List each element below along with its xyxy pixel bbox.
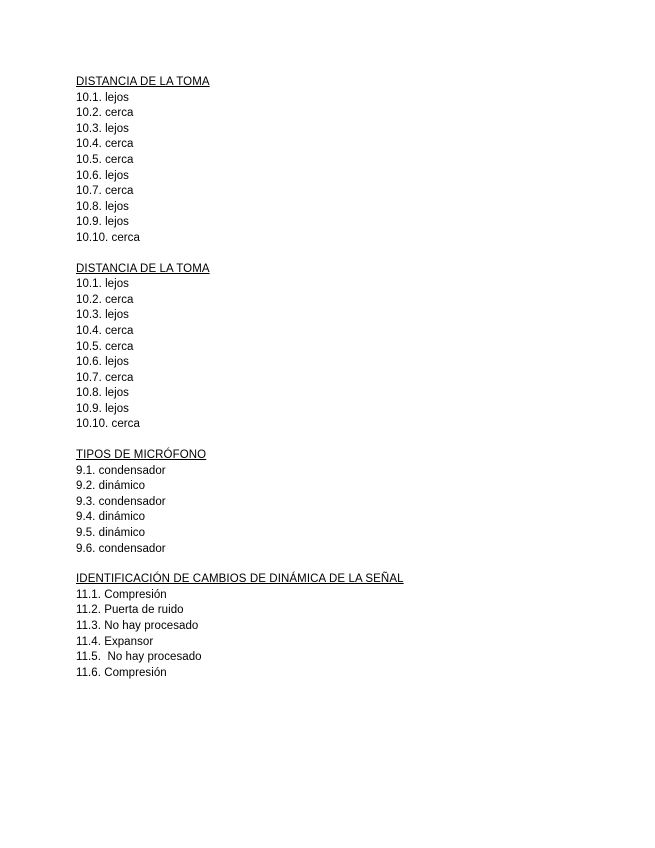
list-item: 10.5. cerca <box>76 153 134 166</box>
list-item: 10.10. cerca <box>76 231 140 244</box>
list-item: 11.6. Compresión <box>76 666 167 679</box>
section-tipos-microfono <box>76 448 636 557</box>
section-heading: TIPOS DE MICRÓFONO <box>76 449 207 462</box>
list-item: 10.9. lejos <box>76 216 129 229</box>
list-item: 10.5. cerca <box>76 340 134 353</box>
list-item: 9.1. condensador <box>76 464 166 477</box>
section-distancia-1 <box>76 75 636 247</box>
list-item: 10.4. cerca <box>76 324 134 337</box>
section-heading: DISTANCIA DE LA TOMA <box>76 262 210 275</box>
list-item: 10.6. lejos <box>76 169 129 182</box>
list-item: 10.4. cerca <box>76 138 134 151</box>
list-item: 11.5. No hay procesado <box>76 651 202 664</box>
list-item: 9.4. dinámico <box>76 511 146 524</box>
list-item: 11.3. No hay procesado <box>76 620 199 632</box>
list-item: 10.2. cerca <box>76 293 134 306</box>
list-item: 10.1. lejos <box>76 278 129 291</box>
section-dinamica-senal <box>76 572 636 681</box>
list-item: 9.2. dinámico <box>76 480 146 493</box>
list-item: 11.4. Expansor <box>76 635 154 648</box>
list-item: 11.2. Puerta de ruido <box>76 604 184 617</box>
list-item: 10.9. lejos <box>76 402 129 415</box>
list-item: 10.8. lejos <box>76 200 129 213</box>
list-item: 9.5. dinámico <box>76 527 146 540</box>
list-item: 10.3. lejos <box>76 122 129 135</box>
list-item: 10.8. lejos <box>76 387 129 400</box>
section-heading: IDENTIFICACIÓN DE CAMBIOS DE DINÁMICA DE LA SEÑAL <box>76 573 404 586</box>
section-distancia-2 <box>76 262 636 434</box>
list-item: 10.1. lejos <box>76 91 129 104</box>
list-item: 11.1. Compresión <box>76 588 167 601</box>
list-item: 10.2. cerca <box>76 107 134 120</box>
list-item: 10.10. cerca <box>76 418 140 431</box>
document-page <box>76 75 636 696</box>
list-item: 9.6. condensador <box>76 542 166 555</box>
list-item: 10.7. cerca <box>76 371 134 384</box>
list-item: 10.3. lejos <box>76 309 129 322</box>
list-item: 10.6. lejos <box>76 356 129 369</box>
list-item: 10.7. cerca <box>76 185 134 198</box>
section-heading: DISTANCIA DE LA TOMA <box>76 76 210 88</box>
list-item: 9.3. condensador <box>76 495 166 508</box>
